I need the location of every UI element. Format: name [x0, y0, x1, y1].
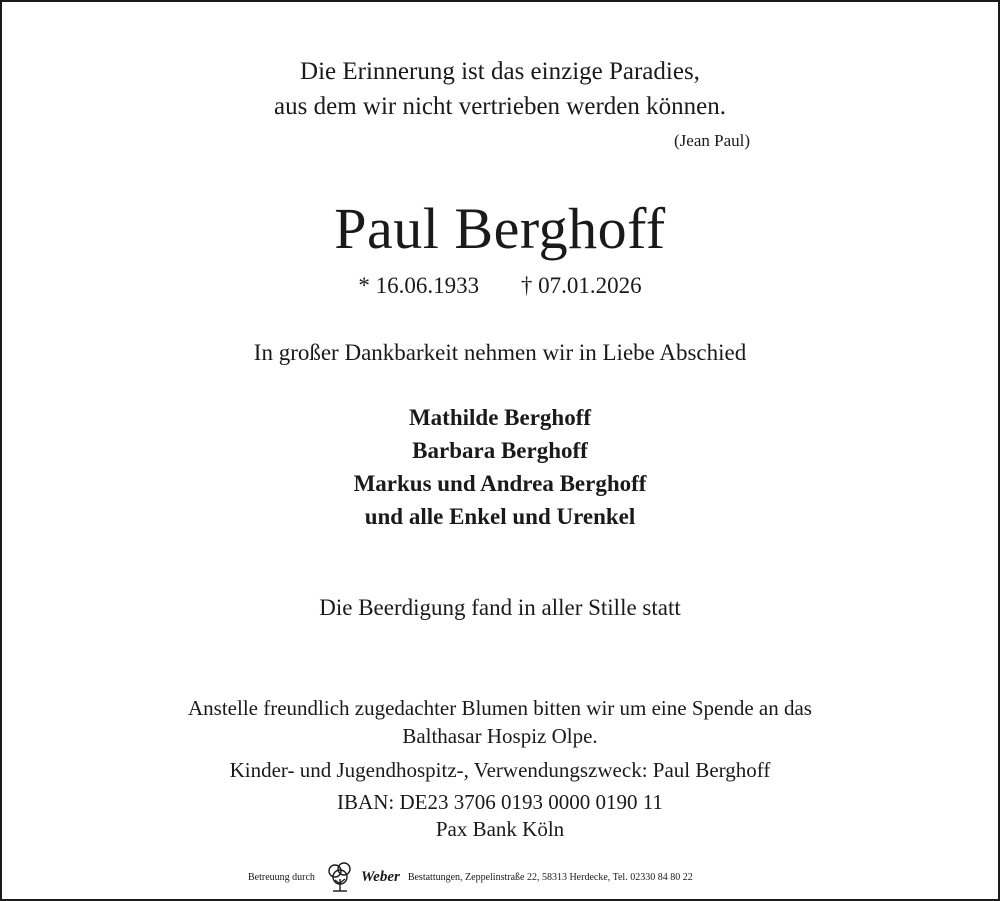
donation-line-2: Balthasar Hospiz Olpe. — [402, 724, 598, 748]
mourner-name: und alle Enkel und Urenkel — [364, 504, 636, 529]
quote-line-1: Die Erinnerung ist das einzige Paradies, — [300, 58, 700, 85]
death-date: † 07.01.2026 — [520, 273, 642, 298]
footer-prefix: Betreuung durch — [248, 871, 315, 883]
quote-author: (Jean Paul) — [674, 131, 751, 150]
tree-logo-icon — [323, 860, 357, 894]
donation-bank: Pax Bank Köln — [435, 817, 565, 841]
mourner-name: Barbara Berghoff — [412, 438, 588, 463]
quote-line-2: aus dem wir nicht vertrieben werden können. — [274, 93, 726, 120]
burial-note: Die Beerdigung fand in aller Stille statt — [319, 595, 681, 620]
donation-line-3: Kinder- und Jugendhospitz-, Verwendungszweck: Paul Berghoff — [229, 758, 771, 782]
mourner-name: Markus und Andrea Berghoff — [353, 471, 647, 496]
deceased-name: Paul Berghoff — [334, 196, 666, 261]
donation-line-1: Anstelle freundlich zugedachter Blumen bitten wir um eine Spende an das — [188, 696, 812, 720]
footer-brand: Weber — [360, 868, 400, 885]
life-dates — [2, 271, 998, 301]
donation-iban: IBAN: DE23 3706 0193 0000 0190 11 — [337, 790, 663, 814]
farewell-text: In großer Dankbarkeit nehmen wir in Liebe Abschied — [253, 340, 747, 365]
funeral-home-footer — [248, 860, 693, 894]
mourner-name: Mathilde Berghoff — [408, 405, 592, 430]
birth-date: * 16.06.1933 — [358, 273, 480, 298]
footer-details: Bestattungen, Zeppelinstraße 22, 58313 Herdecke, Tel. 02330 84 80 22 — [407, 871, 693, 883]
